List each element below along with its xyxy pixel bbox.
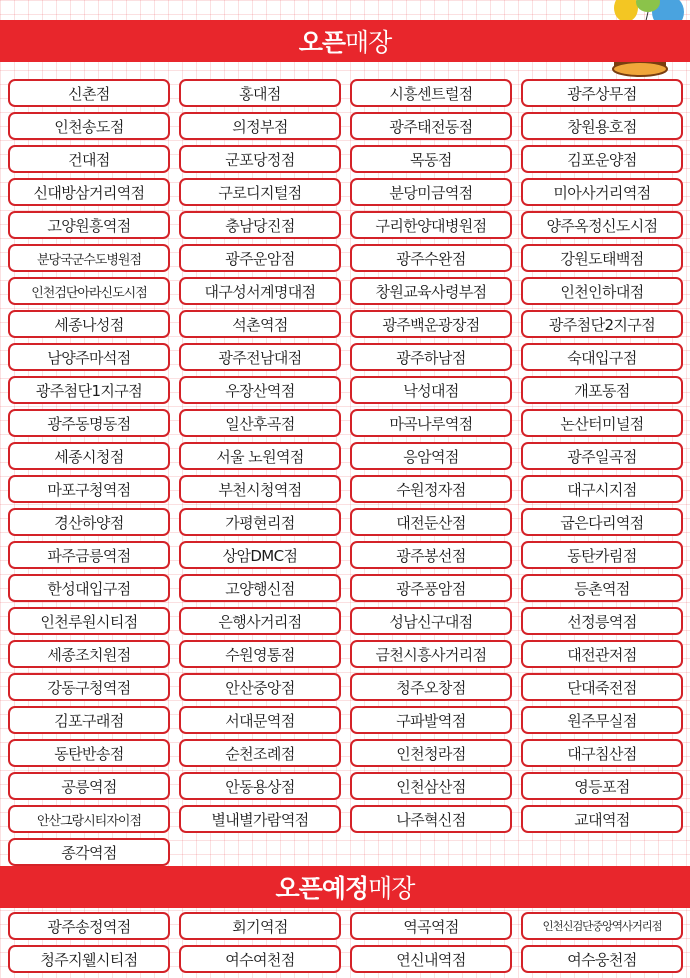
open-store-item: 안산그랑시티자이점 — [8, 805, 170, 833]
open-store-item: 교대역점 — [521, 805, 683, 833]
banner-soon-bold: 오픈예정 — [275, 874, 369, 903]
open-store-item: 건대점 — [8, 145, 170, 173]
open-store-item: 고양행신점 — [179, 574, 341, 602]
open-store-item: 광주백운광장점 — [350, 310, 512, 338]
open-store-item: 대구시지점 — [521, 475, 683, 503]
open-store-item: 창원교육사령부점 — [350, 277, 512, 305]
open-store-item: 종각역점 — [8, 838, 170, 866]
open-store-item: 응암역점 — [350, 442, 512, 470]
open-store-item: 개포동점 — [521, 376, 683, 404]
upcoming-store-item: 광주송정역점 — [8, 912, 170, 940]
open-store-item: 순천조례점 — [179, 739, 341, 767]
open-store-item: 광주첨단2지구점 — [521, 310, 683, 338]
open-store-item: 인천삼산점 — [350, 772, 512, 800]
open-store-item: 광주일곡점 — [521, 442, 683, 470]
open-store-item: 대구성서계명대점 — [179, 277, 341, 305]
open-store-item: 마포구청역점 — [8, 475, 170, 503]
open-store-item: 일산후곡점 — [179, 409, 341, 437]
open-store-item: 남양주마석점 — [8, 343, 170, 371]
open-store-item: 미아사거리역점 — [521, 178, 683, 206]
open-store-item: 강원도태백점 — [521, 244, 683, 272]
open-store-item: 동탄카림점 — [521, 541, 683, 569]
open-store-item: 분당미금역점 — [350, 178, 512, 206]
banner-open-light: 매장 — [345, 28, 392, 57]
open-store-item: 인천인하대점 — [521, 277, 683, 305]
open-store-item: 인천송도점 — [8, 112, 170, 140]
open-store-item: 서대문역점 — [179, 706, 341, 734]
upcoming-store-item: 청주지웰시티점 — [8, 945, 170, 973]
open-store-item: 은행사거리점 — [179, 607, 341, 635]
open-store-item: 금천시흥사거리점 — [350, 640, 512, 668]
open-store-item: 숙대입구점 — [521, 343, 683, 371]
open-store-item: 시흥센트럴점 — [350, 79, 512, 107]
open-store-item: 창원용호점 — [521, 112, 683, 140]
open-store-item: 구파발역점 — [350, 706, 512, 734]
open-store-item: 신촌점 — [8, 79, 170, 107]
open-store-item: 광주봉선점 — [350, 541, 512, 569]
open-store-item: 경산하양점 — [8, 508, 170, 536]
upcoming-store-item: 여수웅천점 — [521, 945, 683, 973]
open-store-item: 등촌역점 — [521, 574, 683, 602]
open-store-item: 인천청라점 — [350, 739, 512, 767]
open-store-item: 낙성대점 — [350, 376, 512, 404]
open-store-item: 별내별가람역점 — [179, 805, 341, 833]
open-store-item: 광주전남대점 — [179, 343, 341, 371]
upcoming-store-item: 연신내역점 — [350, 945, 512, 973]
open-store-item: 파주금릉역점 — [8, 541, 170, 569]
open-store-item: 안산중앙점 — [179, 673, 341, 701]
open-store-item: 홍대점 — [179, 79, 341, 107]
banner-soon-light: 매장 — [368, 874, 415, 903]
open-store-item: 대구침산점 — [521, 739, 683, 767]
upcoming-store-item: 인천신검단중앙역사거리점 — [521, 912, 683, 940]
open-store-item: 인천루원시티점 — [8, 607, 170, 635]
open-store-item: 의정부점 — [179, 112, 341, 140]
open-store-item: 논산터미널점 — [521, 409, 683, 437]
open-store-item: 우장산역점 — [179, 376, 341, 404]
upcoming-store-item: 역곡역점 — [350, 912, 512, 940]
open-store-item: 수원정자점 — [350, 475, 512, 503]
open-store-item: 광주동명동점 — [8, 409, 170, 437]
open-store-item: 신대방삼거리역점 — [8, 178, 170, 206]
upcoming-stores-banner — [0, 866, 690, 908]
open-stores-banner — [0, 20, 690, 62]
open-store-item: 목동점 — [350, 145, 512, 173]
open-store-item: 선정릉역점 — [521, 607, 683, 635]
open-store-item: 가평현리점 — [179, 508, 341, 536]
open-store-item: 한성대입구점 — [8, 574, 170, 602]
open-store-item: 충남당진점 — [179, 211, 341, 239]
upcoming-store-item: 회기역점 — [179, 912, 341, 940]
open-store-item: 성남신구대점 — [350, 607, 512, 635]
open-store-item: 청주오창점 — [350, 673, 512, 701]
open-store-item: 석촌역점 — [179, 310, 341, 338]
upcoming-stores-grid — [8, 912, 686, 978]
open-store-item: 고양원흥역점 — [8, 211, 170, 239]
open-store-item: 인천검단아라신도시점 — [8, 277, 170, 305]
open-store-item: 광주수완점 — [350, 244, 512, 272]
open-store-item: 김포구래점 — [8, 706, 170, 734]
open-store-item: 단대죽전점 — [521, 673, 683, 701]
open-store-item: 양주옥정신도시점 — [521, 211, 683, 239]
upcoming-store-item: 여수여천점 — [179, 945, 341, 973]
open-store-item: 광주풍암점 — [350, 574, 512, 602]
open-store-item: 부천시청역점 — [179, 475, 341, 503]
open-store-item: 동탄반송점 — [8, 739, 170, 767]
open-store-item: 서울 노원역점 — [179, 442, 341, 470]
open-store-item: 공릉역점 — [8, 772, 170, 800]
open-store-item: 광주태전동점 — [350, 112, 512, 140]
open-store-item: 마곡나루역점 — [350, 409, 512, 437]
open-store-item: 나주혁신점 — [350, 805, 512, 833]
open-store-item: 광주하남점 — [350, 343, 512, 371]
open-store-item: 광주운암점 — [179, 244, 341, 272]
open-store-item: 광주첨단1지구점 — [8, 376, 170, 404]
open-store-item: 광주상무점 — [521, 79, 683, 107]
open-store-item: 원주무실점 — [521, 706, 683, 734]
open-store-item: 세종나성점 — [8, 310, 170, 338]
open-store-item: 김포운양점 — [521, 145, 683, 173]
open-store-item: 분당국군수도병원점 — [8, 244, 170, 272]
open-store-item: 세종조치원점 — [8, 640, 170, 668]
open-store-item: 수원영통점 — [179, 640, 341, 668]
banner-open-bold: 오픈 — [298, 28, 345, 57]
open-store-item: 대전둔산점 — [350, 508, 512, 536]
open-store-item: 강동구청역점 — [8, 673, 170, 701]
open-store-item: 굽은다리역점 — [521, 508, 683, 536]
open-store-item: 안동용상점 — [179, 772, 341, 800]
open-store-item: 영등포점 — [521, 772, 683, 800]
open-store-item: 상암DMC점 — [179, 541, 341, 569]
open-store-item: 군포당정점 — [179, 145, 341, 173]
open-store-item: 대전관저점 — [521, 640, 683, 668]
open-stores-grid — [8, 79, 686, 871]
open-store-item: 구로디지털점 — [179, 178, 341, 206]
open-store-item: 세종시청점 — [8, 442, 170, 470]
open-store-item: 구리한양대병원점 — [350, 211, 512, 239]
